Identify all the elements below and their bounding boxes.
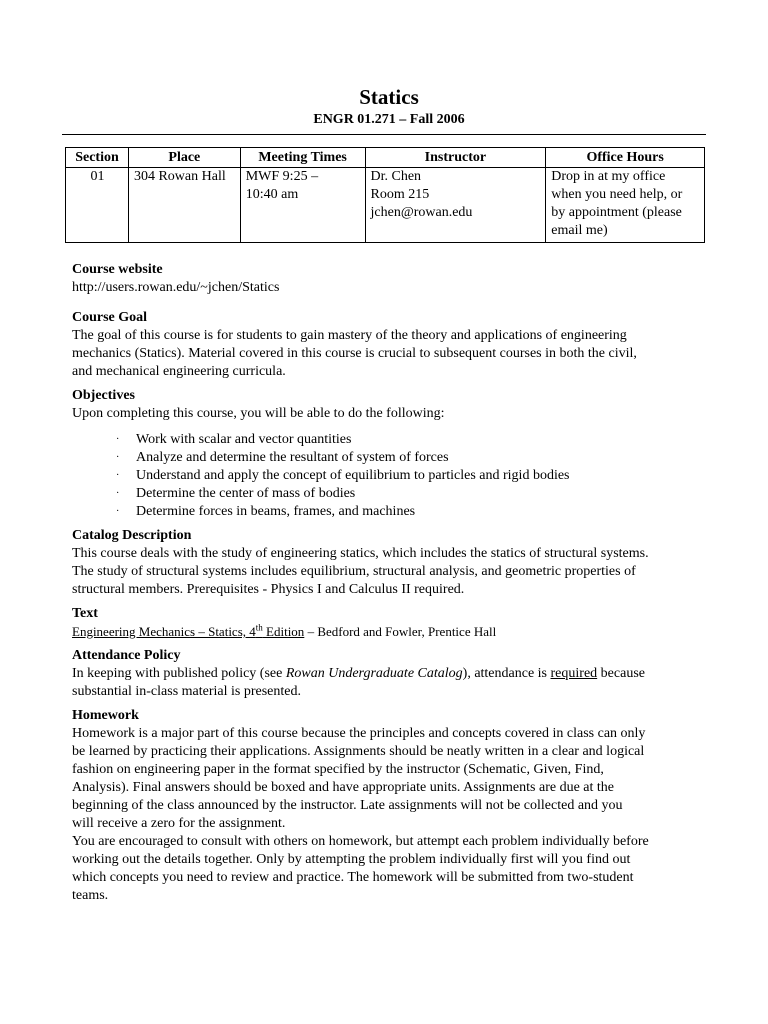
office-hours-line2: when you need help, or — [551, 187, 683, 202]
homework-line: working out the details together. Only by attempting the problem individually first will you find out — [72, 852, 631, 867]
homework-line: You are encouraged to consult with others on homework, but attempt each problem individually before — [72, 834, 649, 849]
homework-line: will receive a zero for the assignment. — [72, 816, 286, 831]
textbook-authors: – Bedford and Fowler, Prentice Hall — [304, 624, 497, 639]
catalog-heading: Catalog Description — [72, 528, 192, 543]
attendance-heading: Attendance Policy — [72, 648, 181, 663]
header-office-hours: Office Hours — [546, 148, 705, 168]
bullet-icon: · — [116, 506, 120, 517]
header-meeting-times: Meeting Times — [240, 148, 365, 168]
meeting-times-line2: 10:40 am — [245, 187, 299, 202]
homework-line: Analysis). Final answers should be boxed and have appropriate units. Assignments are due at the — [72, 780, 614, 795]
cell-meeting-times — [240, 168, 365, 243]
objectives-intro: Upon completing this course, you will be able to do the following: — [72, 406, 445, 421]
cell-section: 01 — [66, 168, 129, 243]
list-item: · Determine the center of mass of bodies — [116, 486, 356, 501]
instructor-room: Room 215 — [370, 187, 430, 202]
homework-line: Homework is a major part of this course because the principles and concepts covered in class can only — [72, 726, 646, 741]
homework-section — [72, 707, 706, 905]
website-url: http://users.rowan.edu/~jchen/Statics — [72, 280, 280, 295]
header-divider — [62, 134, 706, 135]
required-word: required — [550, 666, 598, 681]
bullet-icon: · — [116, 488, 120, 499]
bullet-icon: · — [116, 434, 120, 445]
goal-line: The goal of this course is for students to gain mastery of the theory and applications of engineering — [72, 328, 627, 343]
attendance-line: substantial in-class material is presented. — [72, 684, 301, 699]
textbook-title: Engineering Mechanics – Statics, 4th Edition — [72, 622, 305, 639]
goal-section — [72, 309, 706, 381]
header-section: Section — [66, 148, 129, 168]
homework-heading: Homework — [72, 708, 139, 723]
meeting-times-line1: MWF 9:25 – — [245, 169, 319, 184]
schedule-table — [65, 147, 705, 243]
goal-line: and mechanical engineering curricula. — [72, 364, 286, 379]
catalog-line: The study of structural systems includes equilibrium, structural analysis, and geometric properties of — [72, 564, 636, 579]
catalog-line: structural members. Prerequisites - Physics I and Calculus II required. — [72, 582, 465, 597]
homework-line: beginning of the class announced by the instructor. Late assignments will not be collected and you — [72, 798, 623, 813]
cell-instructor — [365, 168, 546, 243]
objectives-list — [72, 431, 706, 521]
catalog-section — [72, 527, 706, 599]
header-instructor: Instructor — [365, 148, 546, 168]
schedule-row — [66, 168, 705, 243]
office-hours-line4: email me) — [551, 223, 608, 238]
attendance-section — [72, 647, 706, 701]
objectives-section — [72, 387, 706, 521]
schedule-header-row — [66, 148, 705, 168]
course-subtitle: ENGR 01.271 – Fall 2006 — [313, 112, 465, 127]
list-item: · Determine forces in beams, frames, and machines — [116, 504, 416, 519]
website-heading: Course website — [72, 262, 163, 277]
website-section — [72, 261, 706, 297]
textbook-reference — [72, 623, 706, 641]
list-item: · Work with scalar and vector quantities — [116, 432, 352, 447]
cell-office-hours — [546, 168, 705, 243]
homework-line: fashion on engineering paper in the format specified by the instructor (Schematic, Given, Find, — [72, 762, 604, 777]
goal-heading: Course Goal — [72, 310, 148, 325]
homework-line: be learned by practicing their applications. Assignments should be neatly written in a clear and logical — [72, 744, 645, 759]
catalog-line: This course deals with the study of engineering statics, which includes the statics of structural systems. — [72, 546, 649, 561]
bullet-icon: · — [116, 452, 120, 463]
course-title: Statics — [359, 85, 419, 109]
text-heading: Text — [72, 606, 98, 621]
catalog-name: Rowan Undergraduate Catalog — [285, 666, 463, 681]
bullet-icon: · — [116, 470, 120, 481]
goal-line: mechanics (Statics). Material covered in this course is crucial to subsequent courses in both the civil, — [72, 346, 637, 361]
instructor-email: jchen@rowan.edu — [370, 205, 473, 220]
syllabus-body — [72, 261, 706, 905]
homework-line: which concepts you need to review and practice. The homework will be submitted from two-student — [72, 870, 634, 885]
homework-line: teams. — [72, 888, 109, 903]
cell-place: 304 Rowan Hall — [128, 168, 240, 243]
objectives-heading: Objectives — [72, 388, 135, 403]
attendance-line: In keeping with published policy (see Rowan Undergraduate Catalog), attendance is required because — [72, 666, 645, 681]
text-section — [72, 605, 706, 641]
office-hours-line3: by appointment (please — [551, 205, 682, 220]
list-item: · Understand and apply the concept of equilibrium to particles and rigid bodies — [116, 468, 570, 483]
instructor-name: Dr. Chen — [370, 169, 422, 184]
list-item: · Analyze and determine the resultant of system of forces — [116, 450, 449, 465]
header-place: Place — [128, 148, 240, 168]
office-hours-line1: Drop in at my office — [551, 169, 666, 184]
